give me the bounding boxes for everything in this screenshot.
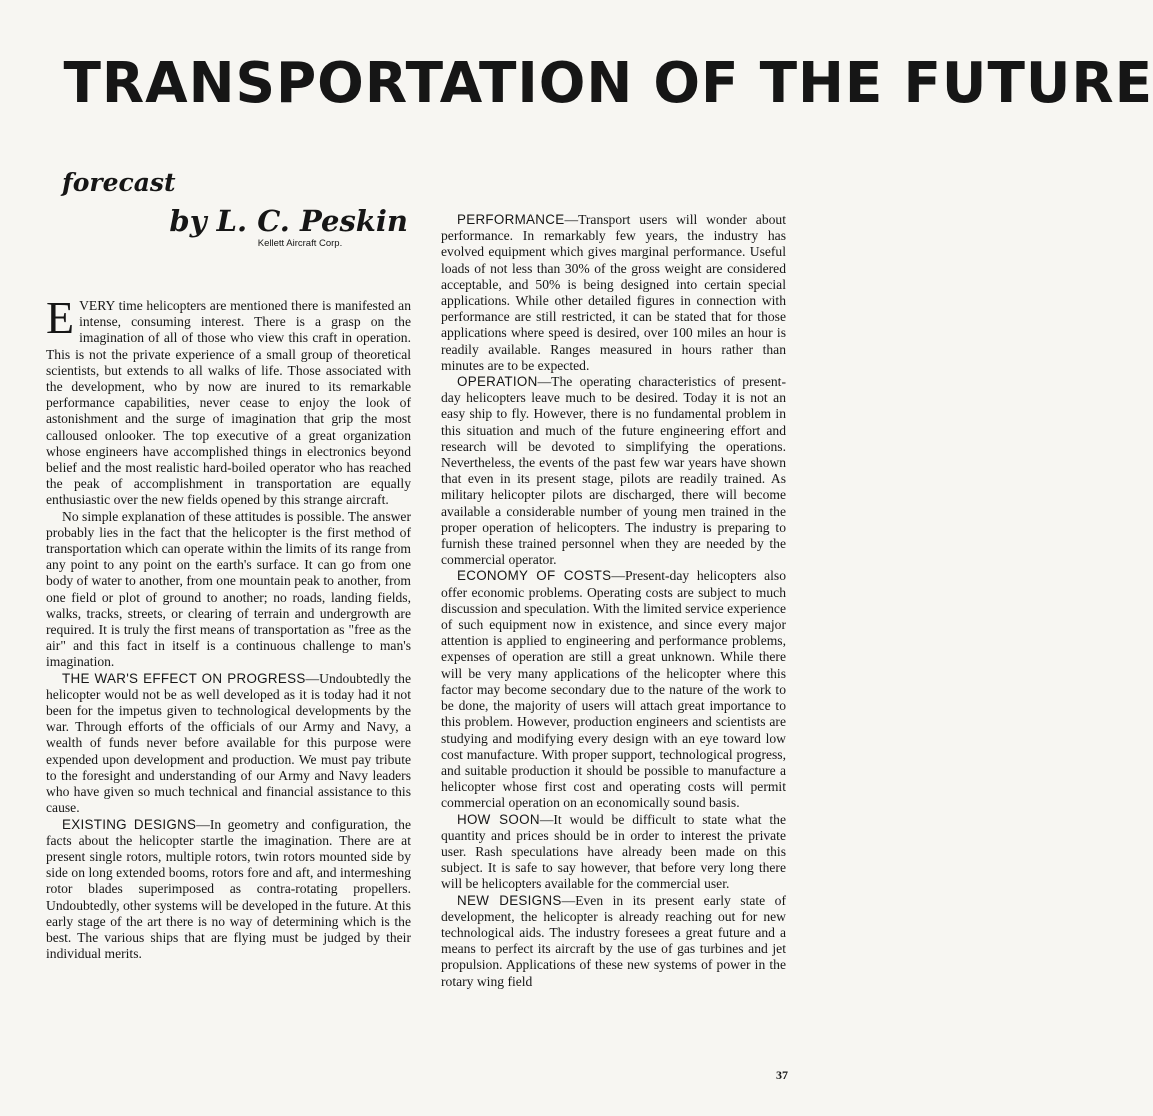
- section-text: —Transport users will wonder about performance. In remarkably few years, the industry has evolved equipment which gives marginal performance. Useful loads of not less than 30% of the gross weight are considered acceptable, and 50% is being designed into certain special applications. While other detailed figures in connection with performance are still restricted, it can be stated that for those applications where speed is desired, over 100 miles an hour is readily available. Ranges measured in hours rather than minutes are to be expected.: [441, 212, 786, 373]
- section-heading: HOW SOON: [457, 811, 540, 827]
- section-text: —Undoubtedly the helicopter would not be as well developed as it is today had it not been for the impetus given to technological developments by the war. Through efforts of the officials of our Army and Navy, a wealth of funds never before available for this purpose were expended upon development and production. We must pay tribute to the foresight and understanding of our Army and Navy leaders who have given so much technical and financial assistance to this cause.: [46, 670, 411, 816]
- section-text: —In geometry and configuration, the facts about the helicopter startle the imagination. There are at present single rotors, multiple rotors, twin rotors mounted side by side on long extended booms, rotors fore and aft, and intermeshing rotor blades superimposed as contra-rotating propellers. Undoubtedly, other systems will be developed in the future. At this early stage of the art there is no way of determining which is the best. The various ships that are flying must be judged by their individual merits.: [46, 816, 411, 962]
- section-text: —It would be difficult to state what the quantity and prices should be in order to interest the private user. Rash speculations have already been made on this subject. It is safe to say however, that before very long there will be helicopters available for the commercial user.: [441, 811, 787, 892]
- page-number: 37: [776, 1068, 788, 1082]
- section-new-designs: [441, 893, 786, 990]
- section-how-soon: [441, 812, 786, 893]
- section-text: —Present-day helicopters also offer economic problems. Operating costs are subject to much discussion and speculation. With the limited service experience of such equipment now in existence, and since every major attention is applied to engineering and performance problems, expenses of operation are still a great unknown. While there will be very many applications of the helicopter where this factor may become secondary due to the nature of the work to be done, the majority of users will attach great importance to this problem. However, production engineers and scientists are studying and modifying every design with an eye toward low cost manufacture. With proper support, technological progress, and suitable production it should be possible to manufacture a helicopter whose first cost and operating costs will permit commercial operation on an economically sound basis.: [441, 568, 786, 811]
- section-heading: ECONOMY OF COSTS: [457, 568, 612, 584]
- byline-author: by L. C. Peskin: [169, 204, 408, 238]
- intro-text: VERY time helicopters are mentioned there is manifested an intense, consuming interest. There is a grasp on the imagination of all of those who view this craft in operation. This is not the private experience of a small group of theoretical scientists, but extends to all walks of life. Those associated with the development, who by now are inured to its remarkable performance capabilities, never cease to enjoy the look of astonishment and the surge of imagination that grip the most calloused onlooker. The top executive of a great organization whose engineers have accomplished things in electronics beyond belief and the most realistic hard-boiled operator who has reached the peak of accomplishment in transportation are equally enthusiastic over the new fields opened by this strange aircraft.: [46, 298, 411, 508]
- section-war: [46, 671, 411, 817]
- section-heading: NEW DESIGNS: [457, 892, 562, 908]
- section-economy: [441, 568, 786, 811]
- section-heading: EXISTING DESIGNS: [62, 816, 197, 832]
- right-column: [441, 212, 786, 990]
- section-heading: OPERATION: [457, 374, 538, 390]
- section-text: —Even in its present early state of development, the helicopter is already reaching out for new technological aids. The industry foresees a great future and a means to perfect its aircraft by the use of gas turbines and jet propulsion. Applications of these new systems of power in the rotary wing field: [441, 892, 786, 989]
- byline-forecast: forecast: [62, 168, 176, 197]
- drop-cap: E: [46, 292, 75, 343]
- left-column: [46, 292, 411, 962]
- section-heading: THE WAR'S EFFECT ON PROGRESS: [62, 670, 306, 686]
- section-operation: [441, 374, 786, 568]
- section-performance: [441, 212, 786, 374]
- byline-affiliation: Kellett Aircraft Corp.: [257, 238, 343, 249]
- intro-paragraph: [46, 292, 411, 509]
- section-text: —The operating characteristics of present-day helicopters leave much to be desired. Today it is not an easy ship to fly. However, there is no fundamental problem in this situation and much of the future engineering effort and research will be devoted to simplifying the operations. Nevertheless, the events of the past few war years have shown that even in its present stage, pilots are readily trained. As military helicopter pilots are discharged, there will become available a considerable number of young men trained in the proper operation of helicopters. The industry is preparing to furnish these trained personnel when they are needed by the commercial operator.: [441, 374, 786, 568]
- page-title: TRANSPORTATION OF THE FUTURE: [63, 51, 1153, 116]
- section-existing: [46, 817, 411, 963]
- section-heading: PERFORMANCE: [457, 212, 565, 227]
- paragraph: No simple explanation of these attitudes is possible. The answer probably lies in the fact that the helicopter is the first method of transportation which can operate within the limits of its range from any point to any point on the earth's surface. It can go from one body of water to another, from one mountain peak to another, from one field or plot of ground to another; no roads, landing fields, walks, tracks, streets, or clearing of terrain and undergrowth are required. It is truly the first means of transportation as "free as the air" and this fact in itself is a continuous challenge to man's imagination.: [46, 508, 411, 670]
